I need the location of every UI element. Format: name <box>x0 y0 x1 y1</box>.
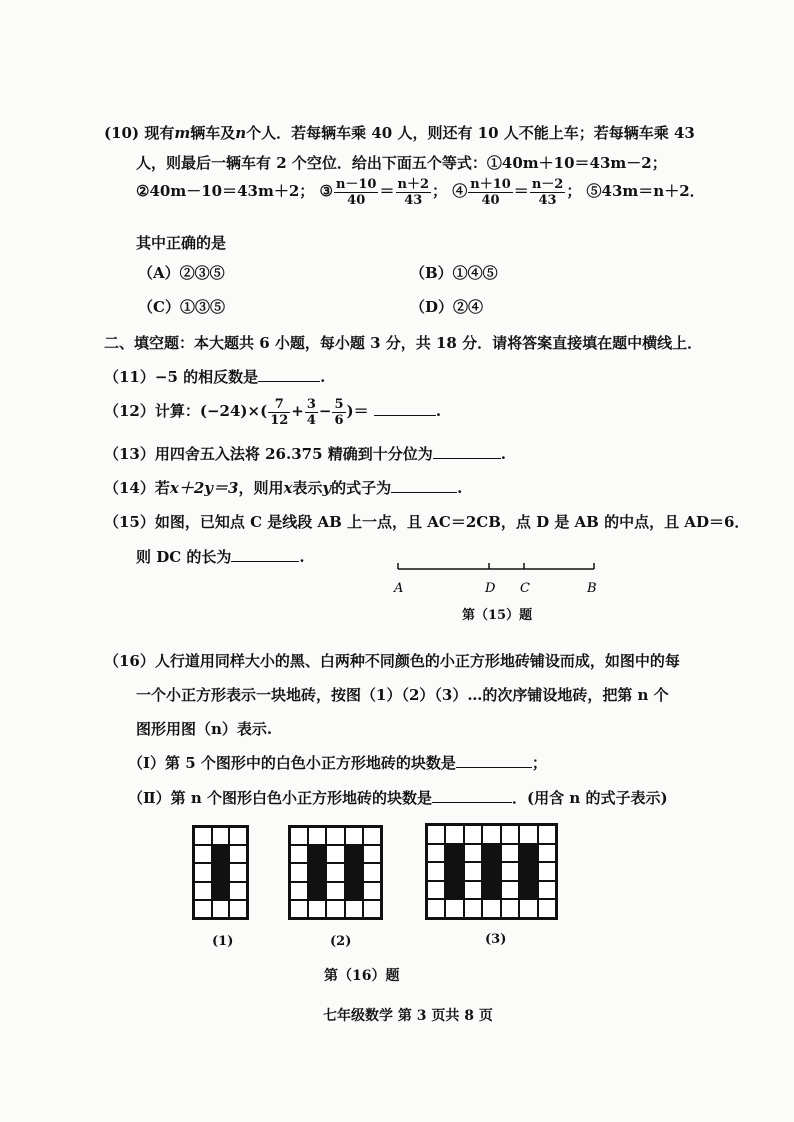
q10-line2: 人，则最后一辆车有 2 个空位．给出下面五个等式：①40m＋10＝43m－2； <box>136 154 667 172</box>
q16-line2: 一个小正方形表示一块地砖，按图（1）（2）（3）…的次序铺设地砖，把第 n 个 <box>136 686 669 704</box>
q12-fraction-3: $\frac{5}{6}$ <box>334 396 344 428</box>
white-tile <box>212 900 230 918</box>
q10-eq1: ①40m＋10＝43m－2； <box>486 154 667 172</box>
q16-part2-answer-blank[interactable] <box>432 788 512 803</box>
q10-eq5: ⑤43m＝n＋2． <box>586 182 705 200</box>
q15-line1: （15）如图，已知点 C 是线段 AB 上一点，且 AC＝2CB，点 D 是 AB 的中点，且 AD＝6． <box>104 513 750 531</box>
q11-answer-blank[interactable] <box>258 367 320 382</box>
q16-part1-answer-blank[interactable] <box>456 753 532 768</box>
point-label-b: B <box>587 581 597 596</box>
point-label-c: C <box>520 581 530 596</box>
q16-line1: （16）人行道用同样大小的黑、白两种不同颜色的小正方形地砖铺设而成，如图中的每 <box>104 652 680 670</box>
white-tile <box>229 863 247 881</box>
q10-option-b[interactable]: （B）①④⑤ <box>410 264 498 282</box>
q10-eq3-left-fraction: $\frac{n-10}{40}$ <box>335 176 377 208</box>
point-label-a: A <box>394 581 404 596</box>
black-tile <box>212 863 230 881</box>
white-tile <box>229 827 247 845</box>
q10-eq4-left-fraction: $\frac{n+10}{40}$ <box>470 176 511 208</box>
point-label-d: D <box>485 581 496 596</box>
black-tile <box>519 844 537 863</box>
white-tile <box>212 827 230 845</box>
black-tile <box>345 863 363 881</box>
white-tile <box>194 900 212 918</box>
q15-segment-figure <box>390 555 610 600</box>
q10-eq3-right-fraction: $\frac{n+2}{43}$ <box>397 176 429 208</box>
figure-3-label: (3) <box>485 932 507 947</box>
q13: （13）用四舍五入法将 26.375 精确到十分位为 . <box>104 445 506 463</box>
q10-option-a[interactable]: （A）②③⑤ <box>138 264 225 282</box>
white-tile <box>194 845 212 863</box>
black-tile <box>308 845 326 863</box>
q10-eq2: ②40m－10＝43m＋2； <box>136 182 315 200</box>
q10-option-d[interactable]: （D）②④ <box>410 298 484 316</box>
black-tile <box>519 862 537 881</box>
black-tile <box>212 882 230 900</box>
q13-answer-blank[interactable] <box>433 444 501 459</box>
q10-eq4-right-fraction: $\frac{n-2}{43}$ <box>531 176 564 208</box>
black-tile <box>519 881 537 900</box>
white-tile <box>229 900 247 918</box>
q12-fraction-2: $\frac{3}{4}$ <box>306 396 316 428</box>
q12: （12）计算：(−24)×( $\frac{7}{12}$ + $\frac{3}{4}$ − $\frac{5}{6}$ )＝ . <box>104 396 442 428</box>
q15-caption: 第（15）题 <box>462 608 533 623</box>
q16-line3: 图形用图（n）表示. <box>136 720 273 738</box>
tile-figure-2 <box>288 825 383 920</box>
q10-line3: ②40m－10＝43m＋2； ③ $\frac{n-10}{40}$ ＝ $\frac{n+2}{43}$ ； ④ $\frac{n+10}{40}$ ＝ $\frac{n-2}{43}$ ； ⑤43m＝n＋2． <box>136 176 705 208</box>
q15-line2: 则 DC 的长为 . <box>136 548 305 566</box>
black-tile <box>308 863 326 881</box>
q10-line1: (10) 现有m辆车及n个人．若每辆车乘 40 人，则还有 10 人不能上车；若每辆车乘 43 <box>104 124 695 142</box>
q16-part2: （Ⅱ）第 n 个图形白色小正方形地砖的块数是 ．(用含 n 的式子表示) <box>128 789 668 807</box>
white-tile <box>229 882 247 900</box>
black-tile <box>345 882 363 900</box>
black-tile <box>445 881 463 900</box>
black-tile <box>345 845 363 863</box>
q14-answer-blank[interactable] <box>391 478 457 493</box>
tile-figure-1 <box>192 825 249 920</box>
black-tile <box>482 881 500 900</box>
black-tile <box>212 845 230 863</box>
page-footer: 七年级数学 第 3 页共 8 页 <box>323 1008 493 1024</box>
white-tile <box>194 827 212 845</box>
q12-answer-blank[interactable] <box>374 401 436 416</box>
q14: （14）若x＋2y＝3，则用x表示y的式子为 . <box>104 479 463 497</box>
white-tile <box>229 845 247 863</box>
q12-fraction-1: $\frac{7}{12}$ <box>270 396 289 428</box>
black-tile <box>308 882 326 900</box>
white-tile <box>194 863 212 881</box>
black-tile <box>482 844 500 863</box>
section2-title: 二、填空题：本大题共 6 小题，每小题 3 分，共 18 分．请将答案直接填在题中横线上． <box>104 334 703 352</box>
black-tile <box>445 844 463 863</box>
q10-number: (10) <box>104 124 140 142</box>
figure-2-label: (2) <box>330 934 352 949</box>
q16-caption: 第（16）题 <box>324 968 400 984</box>
black-tile <box>482 862 500 881</box>
figure-1-label: (1) <box>212 934 234 949</box>
q15-answer-blank[interactable] <box>231 547 299 562</box>
black-tile <box>445 862 463 881</box>
tile-figure-3 <box>425 823 558 920</box>
q10-option-c[interactable]: （C）①③⑤ <box>138 298 225 316</box>
q11: （11）−5 的相反数是 . <box>104 368 326 386</box>
q10-prompt: 其中正确的是 <box>136 234 227 252</box>
q16-part1: （Ⅰ）第 5 个图形中的白色小正方形地砖的块数是 ； <box>128 754 547 772</box>
white-tile <box>194 882 212 900</box>
